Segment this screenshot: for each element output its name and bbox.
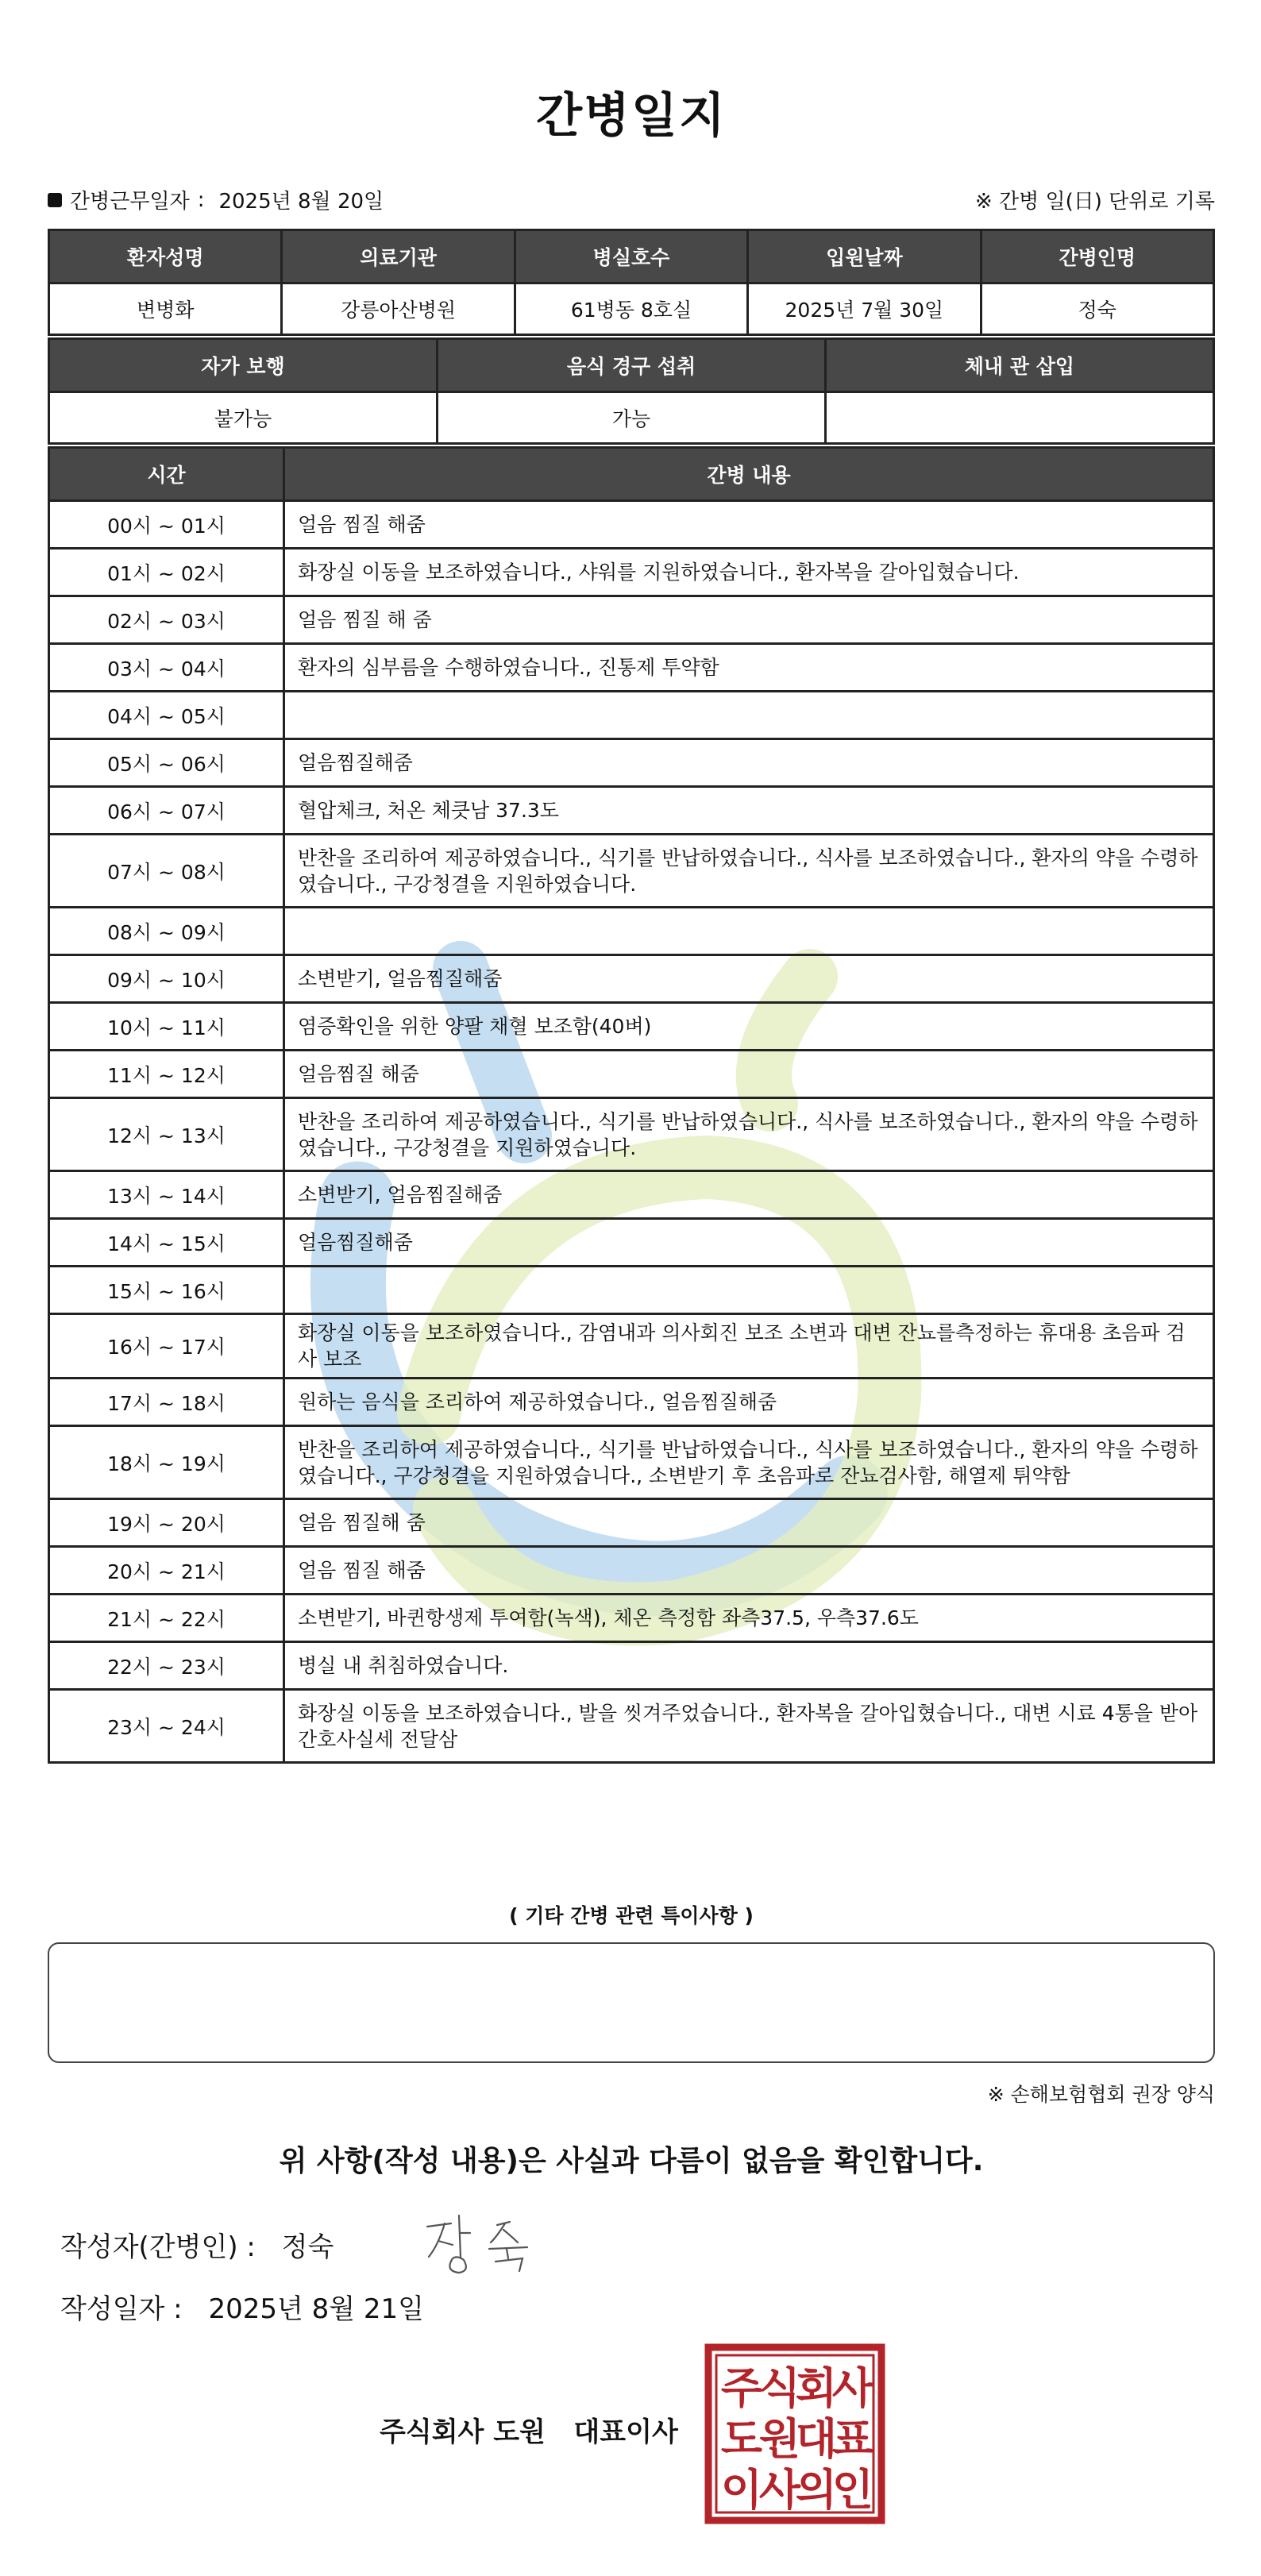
row-time: 08시 ~ 09시 <box>49 908 284 955</box>
svg-text:의: 의 <box>795 2465 838 2515</box>
admission-date-header: 입원날짜 <box>748 230 981 283</box>
oral-intake-header: 음식 경구 섭취 <box>438 339 826 392</box>
svg-text:주: 주 <box>720 2363 763 2413</box>
row-content: 반찬을 조리하여 제공하였습니다., 식기를 반납하였습니다., 식사를 보조하였습니다., 환자의 약을 수령하였습니다., 구강청결을 지원하였습니다. <box>284 1098 1214 1171</box>
writer-label: 작성자(간병인) : <box>60 2231 256 2263</box>
row-time: 05시 ~ 06시 <box>49 739 284 787</box>
row-content: 환자의 심부름을 수행하였습니다., 진통제 투약함 <box>284 644 1214 692</box>
row-content: 병실 내 취침하였습니다. <box>284 1642 1214 1690</box>
work-date-separator: : <box>197 187 205 212</box>
row-time: 00시 ~ 01시 <box>49 501 284 549</box>
svg-text:사: 사 <box>758 2465 801 2515</box>
row-content <box>284 1267 1214 1314</box>
table-row <box>49 1379 1214 1426</box>
writer-line <box>60 2225 334 2264</box>
row-content: 염증확인을 위한 양팔 채혈 보조함(40벼) <box>284 1003 1214 1051</box>
room-number: 61병동 8호실 <box>515 283 747 335</box>
written-date-label: 작성일자 : <box>60 2293 183 2325</box>
time-header: 시간 <box>49 448 284 501</box>
confirmation-statement: 위 사항(작성 내용)은 사실과 다름이 없음을 확인합니다. <box>279 2145 984 2177</box>
row-time: 03시 ~ 04시 <box>49 644 284 692</box>
company-signature: 주식회사 도원 대표이사 <box>380 2416 678 2448</box>
svg-text:사: 사 <box>831 2363 874 2413</box>
patient-name: 변병화 <box>49 283 282 335</box>
row-content: 원하는 음식을 조리하여 제공하였습니다., 얼음찜질해줌 <box>284 1379 1214 1426</box>
row-content: 얼음 찜질 해줌 <box>284 501 1214 549</box>
table-row <box>49 739 1214 787</box>
row-content: 소변받기, 바퀸항생제 투여함(녹색), 체온 측정함 좌측37.5, 우측37.6도 <box>284 1595 1214 1642</box>
notes-title: ( 기타 간병 관련 특이사항 ) <box>509 1904 754 1927</box>
row-content: 화장실 이동을 보조하였습니다., 감염내과 의사회진 보조 소변과 대변 잔뇨를측정하는 휴대용 초음파 검사 보조 <box>284 1314 1214 1379</box>
row-time: 01시 ~ 02시 <box>49 549 284 596</box>
row-time: 02시 ~ 03시 <box>49 596 284 644</box>
caregiver-name: 정숙 <box>981 283 1213 335</box>
svg-text:이: 이 <box>720 2465 763 2515</box>
table-row <box>49 908 1214 955</box>
table-row <box>49 1267 1214 1314</box>
row-content <box>284 908 1214 955</box>
patient-name-header: 환자성명 <box>49 230 282 283</box>
written-date-value: 2025년 8월 21일 <box>208 2293 425 2325</box>
table-row <box>49 549 1214 596</box>
row-time: 14시 ~ 15시 <box>49 1219 284 1267</box>
row-time: 23시 ~ 24시 <box>49 1690 284 1763</box>
table-row <box>49 1003 1214 1051</box>
svg-text:표: 표 <box>831 2414 874 2464</box>
row-content: 소변받기, 얼음찜질해줌 <box>284 955 1214 1003</box>
written-date-line <box>60 2287 424 2326</box>
row-time: 09시 ~ 10시 <box>49 955 284 1003</box>
hospital-header: 의료기관 <box>282 230 515 283</box>
svg-text:원: 원 <box>758 2414 801 2464</box>
work-date-value: 2025년 8월 20일 <box>218 190 384 214</box>
patient-info-table <box>48 229 1215 336</box>
table-row <box>49 1547 1214 1595</box>
row-content: 얼음 찜질 해 줌 <box>284 596 1214 644</box>
row-time: 20시 ~ 21시 <box>49 1547 284 1595</box>
row-time: 11시 ~ 12시 <box>49 1051 284 1098</box>
table-row <box>49 1219 1214 1267</box>
row-content: 얼음찜질해줌 <box>284 739 1214 787</box>
row-time: 15시 ~ 16시 <box>49 1267 284 1314</box>
row-content: 얼음 찜질해 줌 <box>284 1499 1214 1547</box>
table-row <box>49 955 1214 1003</box>
table-row <box>49 1642 1214 1690</box>
row-content: 반찬을 조리하여 제공하였습니다., 식기를 반납하였습니다., 식사를 보조하였습니다., 환자의 약을 수령하였습니다., 구강청결을 지원하였습니다. <box>284 835 1214 908</box>
row-time: 10시 ~ 11시 <box>49 1003 284 1051</box>
bullet-square-icon <box>48 193 62 207</box>
table-row <box>49 1499 1214 1547</box>
notes-box <box>48 1942 1215 2063</box>
row-content: 혈압체크, 처온 체큿남 37.3도 <box>284 787 1214 835</box>
row-content: 화장실 이동을 보조하였습니다., 발을 씻겨주었습니다., 환자복을 갈아입혔습니다., 대변 시료 4통을 받아 간호사실세 전달삼 <box>284 1690 1214 1763</box>
self-walking-value: 불가능 <box>49 392 438 444</box>
hospital: 강릉아산병원 <box>282 283 515 335</box>
content-header: 간병 내용 <box>284 448 1214 501</box>
work-date-label: 간병근무일자 <box>70 190 190 214</box>
record-unit-note: ※ 간병 일(日) 단위로 기록 <box>974 190 1215 214</box>
table-row <box>49 835 1214 908</box>
svg-text:회: 회 <box>795 2363 838 2413</box>
row-content: 반찬을 조리하여 제공하였습니다., 식기를 반납하였습니다., 식사를 보조하였습니다., 환자의 약을 수령하였습니다., 구강청결을 지원하였습니다., 소변받기 후 초음파로 잔뇨검사함, 해열제 튀약함 <box>284 1426 1214 1499</box>
svg-text:도: 도 <box>720 2414 763 2464</box>
patient-status-table <box>48 337 1215 445</box>
admission-date: 2025년 7월 30일 <box>748 283 981 335</box>
table-row <box>49 596 1214 644</box>
table-row <box>49 692 1214 739</box>
row-time: 06시 ~ 07시 <box>49 787 284 835</box>
row-time: 04시 ~ 05시 <box>49 692 284 739</box>
table-row <box>49 1690 1214 1763</box>
row-time: 12시 ~ 13시 <box>49 1098 284 1171</box>
svg-text:식: 식 <box>758 2363 801 2413</box>
page-title: 간병일지 <box>536 88 727 144</box>
table-row <box>49 1426 1214 1499</box>
row-time: 22시 ~ 23시 <box>49 1642 284 1690</box>
row-time: 21시 ~ 22시 <box>49 1595 284 1642</box>
table-row <box>49 1314 1214 1379</box>
care-log-rows <box>49 501 1214 1763</box>
row-content: 얼음찜질해줌 <box>284 1219 1214 1267</box>
row-content: 소변받기, 얼음찜질해줌 <box>284 1171 1214 1219</box>
writer-name: 정숙 <box>281 2231 334 2263</box>
table-row <box>49 1595 1214 1642</box>
room-header: 병실호수 <box>515 230 747 283</box>
row-content: 얼음찜질 해줌 <box>284 1051 1214 1098</box>
row-time: 13시 ~ 14시 <box>49 1171 284 1219</box>
table-row <box>49 1098 1214 1171</box>
self-walking-header: 자가 보행 <box>49 339 438 392</box>
row-time: 17시 ~ 18시 <box>49 1379 284 1426</box>
table-row <box>49 787 1214 835</box>
row-time: 18시 ~ 19시 <box>49 1426 284 1499</box>
row-time: 16시 ~ 17시 <box>49 1314 284 1379</box>
table-row <box>49 501 1214 549</box>
row-content <box>284 692 1214 739</box>
row-content: 화장실 이동을 보조하였습니다., 샤워를 지원하였습니다., 환자복을 갈아입혔습니다. <box>284 549 1214 596</box>
recommendation-note: ※ 손해보험협회 권장 양식 <box>987 2083 1215 2106</box>
svg-text:인: 인 <box>831 2465 874 2515</box>
row-time: 07시 ~ 08시 <box>49 835 284 908</box>
tube-insertion-header: 체내 관 삽입 <box>826 339 1214 392</box>
svg-text:대: 대 <box>795 2414 838 2464</box>
table-row <box>49 1051 1214 1098</box>
tube-insertion-value <box>826 392 1214 444</box>
table-row <box>49 1171 1214 1219</box>
row-time: 19시 ~ 20시 <box>49 1499 284 1547</box>
company-seal-stamp <box>704 2343 886 2525</box>
table-row <box>49 644 1214 692</box>
caregiver-name-header: 간병인명 <box>981 230 1213 283</box>
handwritten-signature <box>421 2209 548 2281</box>
care-log-table <box>48 446 1215 1764</box>
oral-intake-value: 가능 <box>438 392 826 444</box>
row-content: 얼음 찜질 해줌 <box>284 1547 1214 1595</box>
meta-row <box>48 185 1215 217</box>
